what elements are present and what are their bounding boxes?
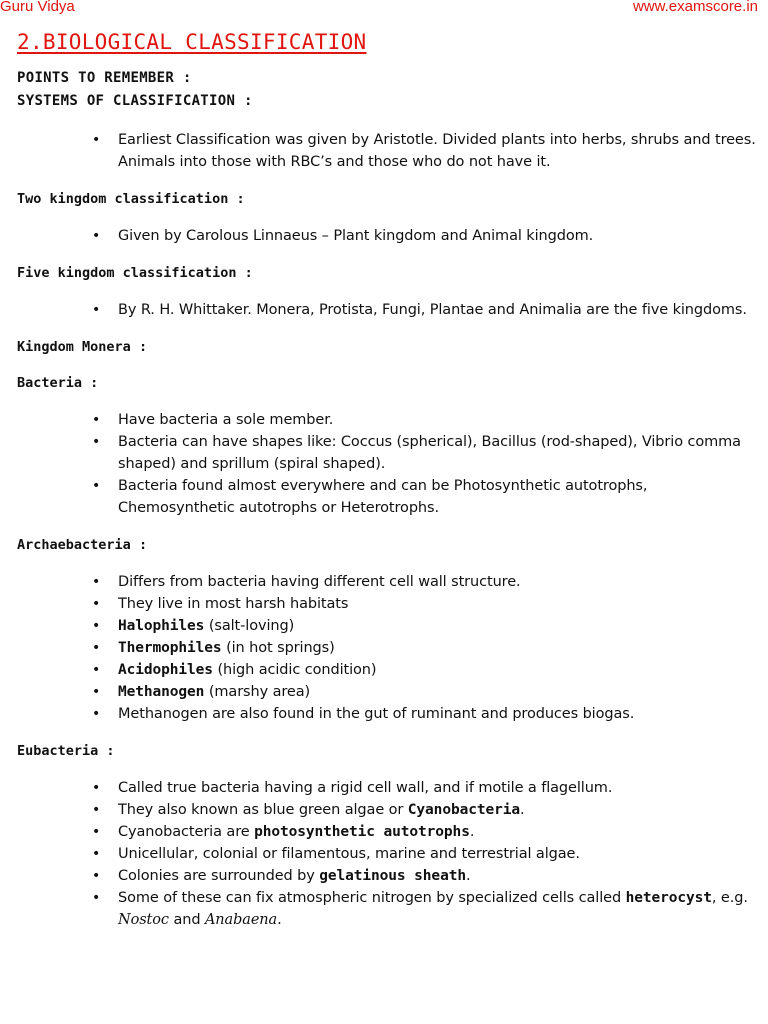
bacteria-heading: Bacteria : (17, 375, 99, 391)
five-kingdom-list (17, 299, 757, 321)
list-item: • They also known as blue green algae or Cyanobacteria. (118, 799, 757, 821)
list-item: • By R. H. Whittaker. Monera, Protista, Fungi, Plantae and Animalia are the five kingdoms. (118, 299, 757, 321)
eubacteria-list (17, 777, 757, 931)
list-item: • Called true bacteria having a rigid cell wall, and if motile a flagellum. (118, 777, 757, 799)
term-gelatinous-sheath: gelatinous sheath (319, 868, 466, 884)
list-item: • Given by Carolous Linnaeus – Plant kingdom and Animal kingdom. (118, 225, 757, 247)
term-thermophiles: Thermophiles (118, 640, 222, 656)
term-cyanobacteria: Cyanobacteria (407, 802, 520, 818)
term-anabaena: Anabaena. (204, 912, 282, 928)
page-title: 2.BIOLOGICAL CLASSIFICATION (17, 30, 367, 54)
five-kingdom-heading: Five kingdom classification : (17, 265, 253, 281)
two-kingdom-list (17, 225, 757, 247)
list-item: • Methanogen are also found in the gut of ruminant and produces biogas. (118, 703, 757, 725)
term-photosynthetic-autotrophs: photosynthetic autotrophs (254, 824, 470, 840)
list-item: • Acidophiles (high acidic condition) (118, 659, 757, 681)
list-item: • Some of these can fix atmospheric nitrogen by specialized cells called heterocyst, e.g. Nostoc and Anabaena. (118, 887, 757, 931)
archaebacteria-list (17, 571, 757, 725)
term-methanogen: Methanogen (118, 684, 205, 700)
term-nostoc: Nostoc (118, 912, 169, 928)
list-item: • Bacteria can have shapes like: Coccus (spherical), Bacillus (rod-shaped), Vibrio comma shaped) and sprillum (spiral shaped). (118, 431, 757, 475)
list-item: • Differs from bacteria having different cell wall structure. (118, 571, 757, 593)
list-item: • Have bacteria a sole member. (118, 409, 757, 431)
points-heading: POINTS TO REMEMBER : (17, 70, 192, 86)
bacteria-list (17, 409, 757, 519)
list-item: • Bacteria found almost everywhere and can be Photosynthetic autotrophs, Chemosynthetic autotrophs or Heterotrophs. (118, 475, 757, 519)
monera-heading: Kingdom Monera : (17, 339, 148, 355)
archaebacteria-heading: Archaebacteria : (17, 537, 148, 553)
eubacteria-heading: Eubacteria : (17, 743, 115, 759)
list-item: • Thermophiles (in hot springs) (118, 637, 757, 659)
document-body (17, 67, 757, 931)
list-item: • Unicellular, colonial or filamentous, marine and terrestrial algae. (118, 843, 757, 865)
header-website: www.examscore.in (632, 0, 758, 15)
list-item: • Halophiles (salt-loving) (118, 615, 757, 637)
list-item: • Colonies are surrounded by gelatinous sheath. (118, 865, 757, 887)
term-acidophiles: Acidophiles (118, 662, 213, 678)
header-site-name: Guru Vidya (0, 0, 75, 15)
term-heterocyst: heterocyst (625, 890, 712, 906)
list-item: • Earliest Classification was given by Aristotle. Divided plants into herbs, shrubs and trees. Animals into those with RBC’s and those who do not have it. (118, 129, 757, 173)
list-item: • Methanogen (marshy area) (118, 681, 757, 703)
list-item: • They live in most harsh habitats (118, 593, 757, 615)
aristotle-list (17, 129, 757, 173)
term-halophiles: Halophiles (118, 618, 205, 634)
two-kingdom-heading: Two kingdom classification : (17, 191, 245, 207)
systems-heading: SYSTEMS OF CLASSIFICATION : (17, 93, 253, 109)
list-item: • Cyanobacteria are photosynthetic autotrophs. (118, 821, 757, 843)
